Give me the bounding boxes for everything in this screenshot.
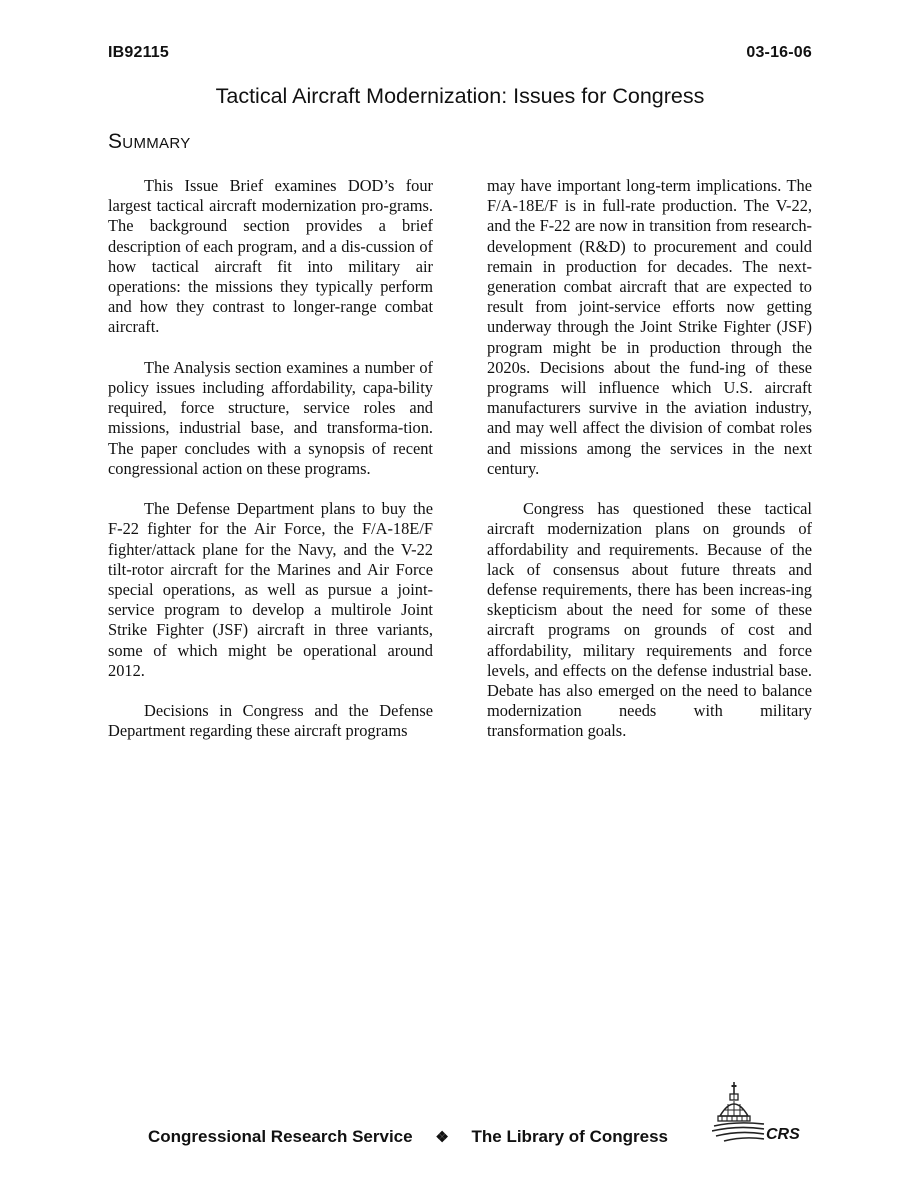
- footer-separator: ❖: [435, 1129, 449, 1146]
- footer: [148, 1127, 668, 1147]
- report-id: IB92115: [108, 44, 170, 61]
- footer-library: The Library of Congress: [471, 1127, 668, 1146]
- paragraph: Decisions in Congress and the Defense Department regarding these aircraft programs: [108, 701, 433, 741]
- paragraph: The Defense Department plans to buy the F-22 fighter for the Air Force, the F/A-18E/F fighter/attack plane for the Navy, and the V-22 tilt-rotor aircraft for the Marines and Air Force special operations, as well as pursue a joint-service program to develop a multirole Joint Strike Fighter (JSF) aircraft in three variants, some of which might be operational around 2012.: [108, 499, 433, 680]
- section-heading: Summary: [108, 130, 191, 153]
- paragraph: This Issue Brief examines DOD’s four largest tactical aircraft modernization pro-grams. The background section provides a brief description of each program, and a dis-cussion of how tactical aircraft fit into military air operations: the missions they typically perform and how they contrast to longer-range combat aircraft.: [108, 176, 433, 337]
- document-title: Tactical Aircraft Modernization: Issues for Congress: [215, 84, 705, 108]
- paragraph: The Analysis section examines a number of policy issues including affordability, capa-bility required, force structure, service roles and missions, industrial base, and transforma-tion. The paper concludes with a synopsis of recent congressional action on these programs.: [108, 357, 433, 478]
- footer-publisher: Congressional Research Service: [148, 1127, 413, 1146]
- paragraph: may have important long-term implications. The F/A-18E/F is in full-rate production. The V-22, and the F-22 are now in transition from research-development (R&D) to procurement and could remain in production for decades. The next-generation combat aircraft that are expected to result from joint-service efforts now getting underway through the Joint Strike Fighter (JSF) program might be in production through the 2020s. Decisions about the fund-ing of these programs will influence which U.S. aircraft manufacturers survive in the aviation industry, and may well affect the division of combat roles and missions among the services in the next century.: [487, 176, 812, 478]
- paragraph: Congress has questioned these tactical aircraft modernization plans on grounds of affordability and requirements. Because of the lack of consensus about future threats and defense requirements, there has been increas-ing skepticism about the need for some of these aircraft programs on grounds of cost and affordability, military requirements and force levels, and effects on the defense industrial base. Debate has also emerged on the need to balance modernization needs with military transformation goals.: [487, 499, 812, 741]
- crs-logo-text: CRS: [766, 1126, 800, 1143]
- right-column: [487, 176, 812, 762]
- report-date: 03-16-06: [746, 44, 812, 61]
- left-column: [108, 176, 433, 762]
